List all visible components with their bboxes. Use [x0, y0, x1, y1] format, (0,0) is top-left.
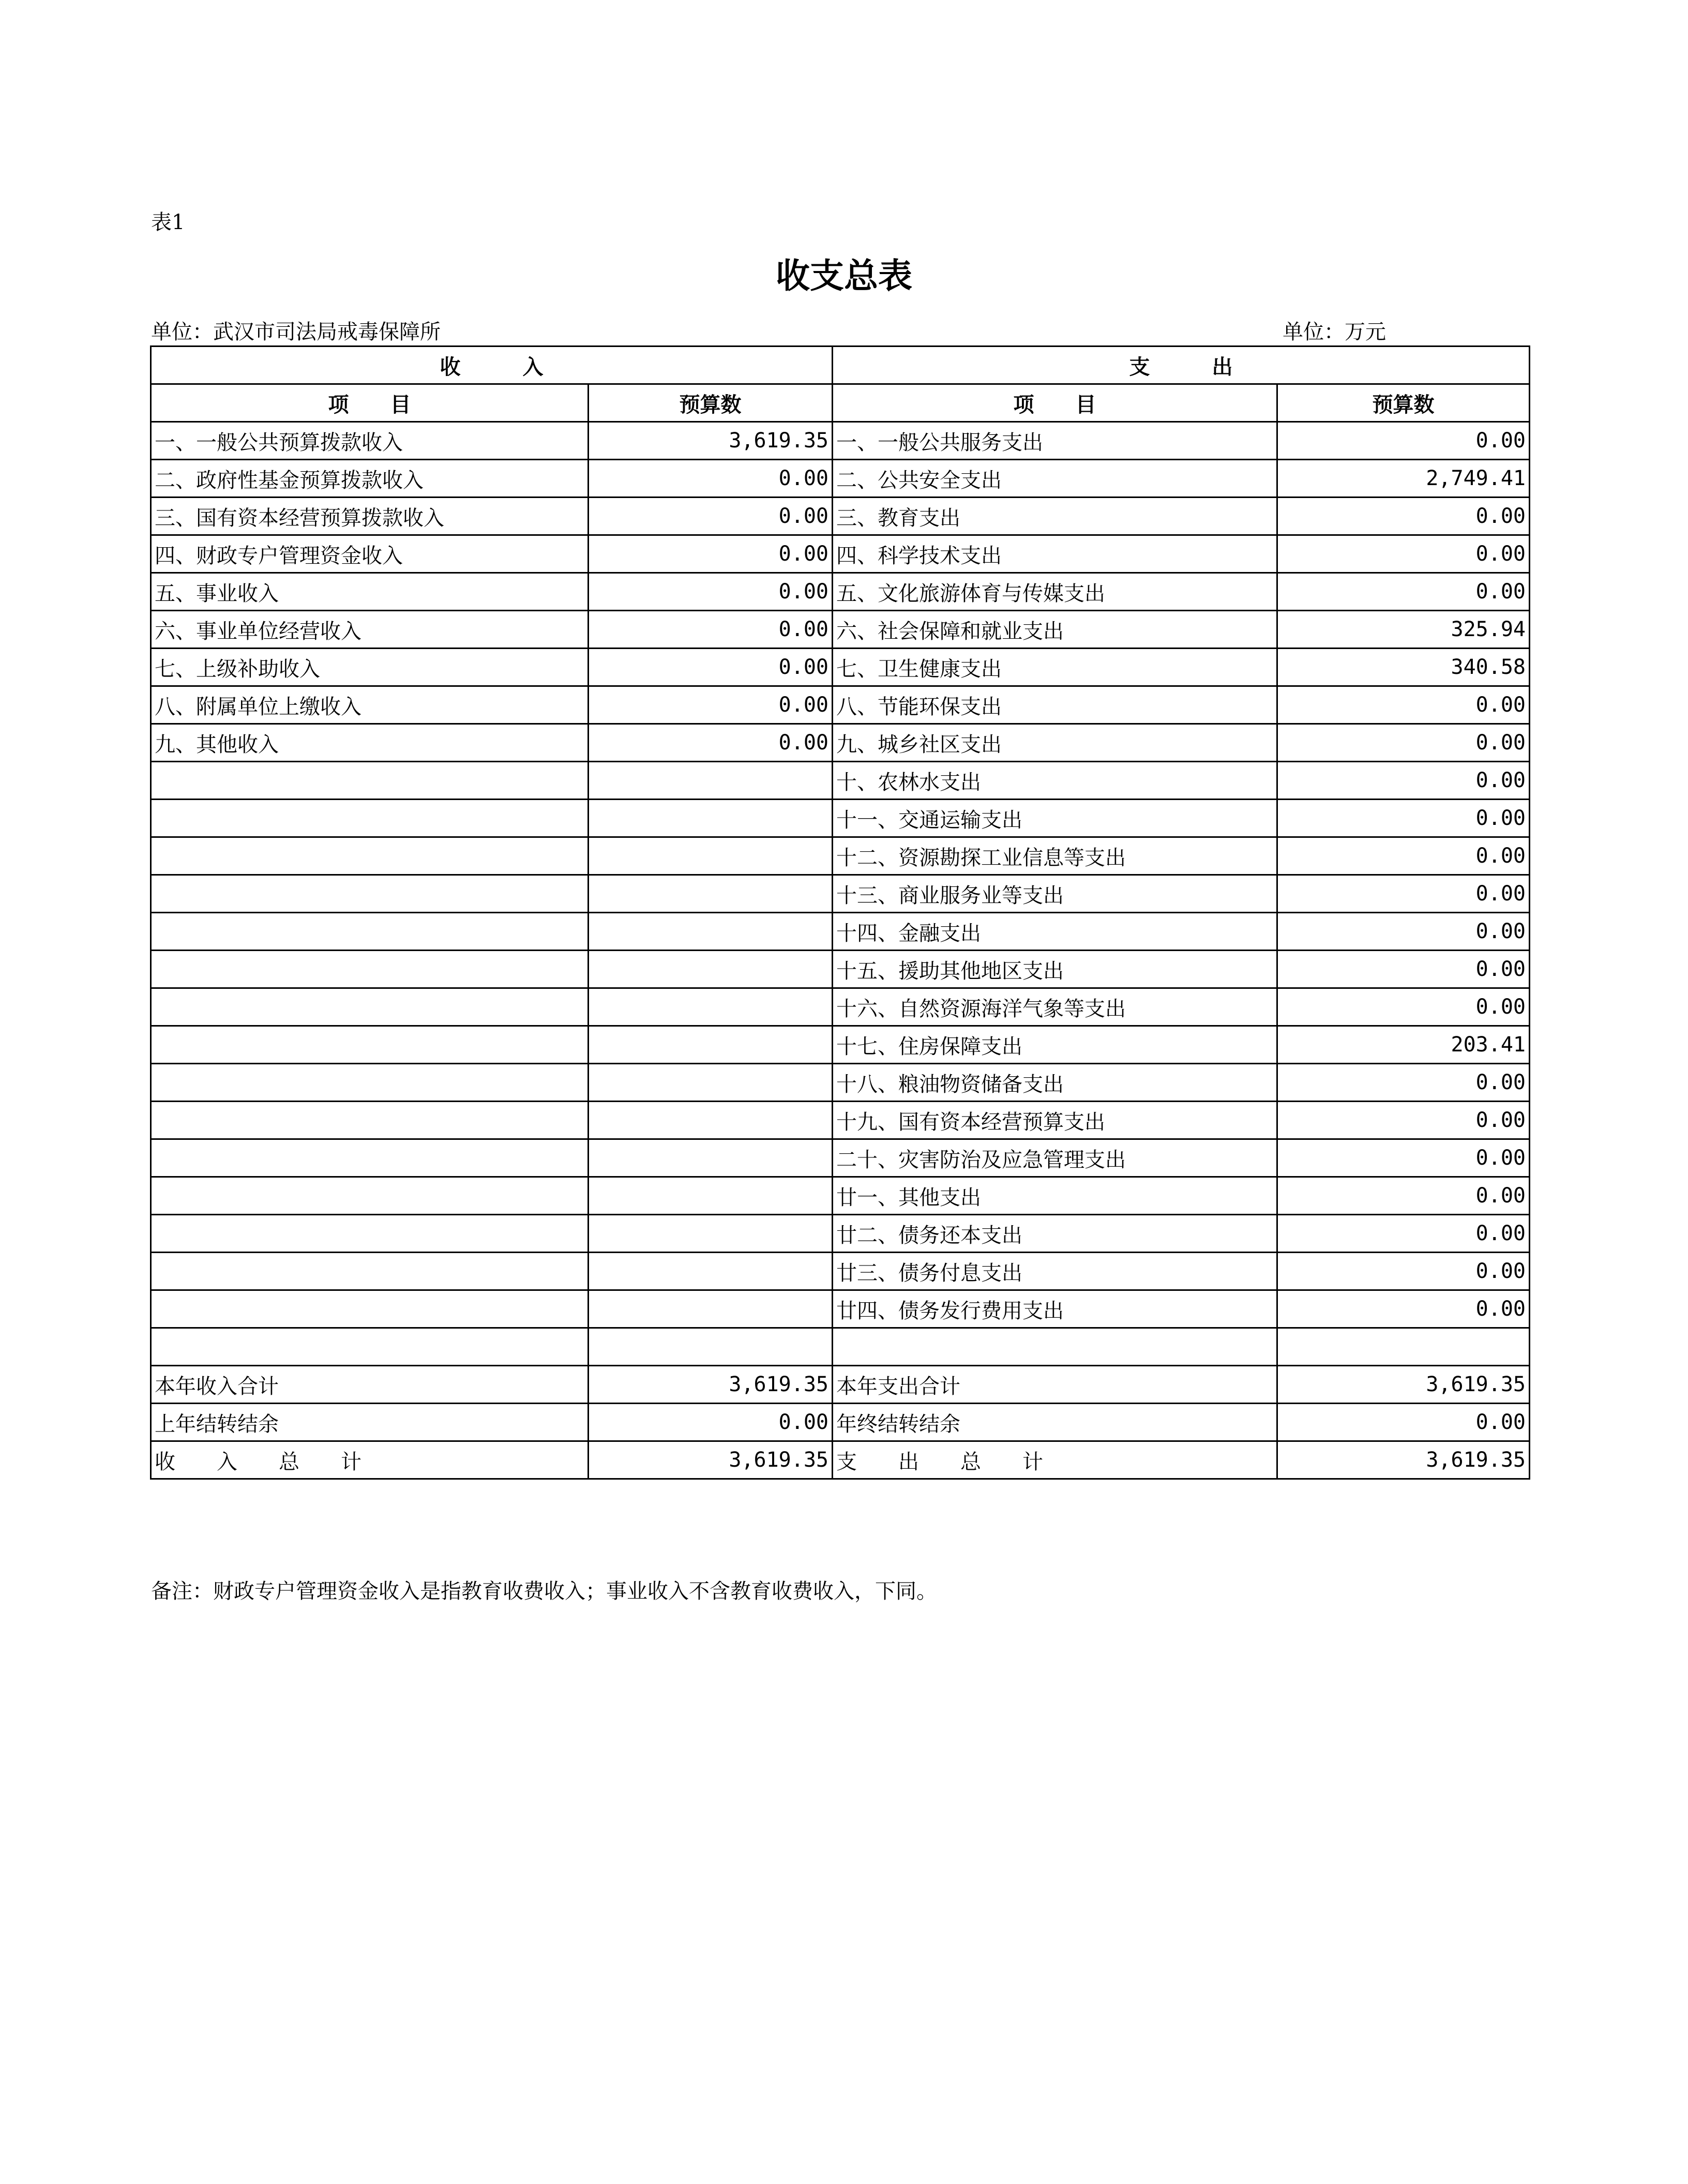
expense-budget-cell: 0.00 — [1277, 1102, 1530, 1139]
expense-budget-cell: 0.00 — [1277, 422, 1530, 460]
expense-budget-cell: 3,619.35 — [1277, 1441, 1530, 1479]
table-row — [151, 686, 1530, 724]
expense-budget-cell: 203.41 — [1277, 1026, 1530, 1064]
expense-item-header: 项 目 — [833, 384, 1277, 422]
expense-item-cell — [833, 1328, 1277, 1366]
expense-budget-cell: 340.58 — [1277, 649, 1530, 686]
income-budget-cell — [589, 1139, 833, 1177]
income-item-cell — [151, 1253, 589, 1290]
unit-currency: 单位：万元 — [1283, 320, 1386, 344]
income-item-cell: 一、一般公共预算拨款收入 — [151, 422, 589, 460]
table-row — [151, 762, 1530, 800]
page-title: 收支总表 — [776, 256, 912, 296]
income-item-cell — [151, 875, 589, 913]
income-item-cell — [151, 762, 589, 800]
expense-item-cell: 十二、资源勘探工业信息等支出 — [833, 837, 1277, 875]
income-item-cell: 三、国有资本经营预算拨款收入 — [151, 498, 589, 535]
income-budget-cell: 0.00 — [589, 1404, 833, 1441]
table-row — [151, 988, 1530, 1026]
income-item-cell: 八、附属单位上缴收入 — [151, 686, 589, 724]
expense-item-cell: 年终结转结余 — [833, 1404, 1277, 1441]
income-budget-cell — [589, 913, 833, 951]
expense-item-cell: 支 出 总 计 — [833, 1441, 1277, 1479]
income-budget-cell — [589, 1102, 833, 1139]
header-row-group — [151, 347, 1530, 384]
income-budget-cell: 0.00 — [589, 686, 833, 724]
expense-item-cell: 六、社会保障和就业支出 — [833, 611, 1277, 649]
expense-budget-cell: 0.00 — [1277, 762, 1530, 800]
expense-item-cell: 四、科学技术支出 — [833, 535, 1277, 573]
expense-budget-cell: 2,749.41 — [1277, 460, 1530, 498]
table-row — [151, 1102, 1530, 1139]
income-budget-header: 预算数 — [589, 384, 833, 422]
income-item-cell — [151, 1064, 589, 1102]
expense-budget-cell — [1277, 1328, 1530, 1366]
income-budget-cell: 0.00 — [589, 649, 833, 686]
income-budget-cell: 3,619.35 — [589, 1441, 833, 1479]
income-budget-cell — [589, 1064, 833, 1102]
expense-item-cell: 廿四、债务发行费用支出 — [833, 1290, 1277, 1328]
expense-item-cell: 三、教育支出 — [833, 498, 1277, 535]
expense-budget-cell: 0.00 — [1277, 837, 1530, 875]
expense-budget-cell: 0.00 — [1277, 686, 1530, 724]
expense-item-cell: 本年支出合计 — [833, 1366, 1277, 1404]
expense-header: 支 出 — [833, 347, 1530, 384]
table-row — [151, 1139, 1530, 1177]
expense-budget-cell: 0.00 — [1277, 1253, 1530, 1290]
table-row — [151, 913, 1530, 951]
income-budget-cell: 0.00 — [589, 460, 833, 498]
expense-item-cell: 七、卫生健康支出 — [833, 649, 1277, 686]
expense-budget-cell: 0.00 — [1277, 913, 1530, 951]
expense-budget-cell: 0.00 — [1277, 875, 1530, 913]
expense-budget-cell: 0.00 — [1277, 800, 1530, 837]
income-item-cell — [151, 1215, 589, 1253]
expense-item-cell: 二、公共安全支出 — [833, 460, 1277, 498]
expense-budget-cell: 0.00 — [1277, 988, 1530, 1026]
table-row — [151, 611, 1530, 649]
income-item-cell — [151, 988, 589, 1026]
income-item-cell — [151, 1328, 589, 1366]
expense-budget-header: 预算数 — [1277, 384, 1530, 422]
expense-budget-cell: 0.00 — [1277, 498, 1530, 535]
income-item-cell: 七、上级补助收入 — [151, 649, 589, 686]
expense-item-cell: 廿三、债务付息支出 — [833, 1253, 1277, 1290]
table-row — [151, 837, 1530, 875]
income-budget-cell: 3,619.35 — [589, 422, 833, 460]
income-item-cell: 上年结转结余 — [151, 1404, 589, 1441]
income-item-cell — [151, 1139, 589, 1177]
expense-budget-cell: 0.00 — [1277, 1404, 1530, 1441]
expense-item-cell: 十六、自然资源海洋气象等支出 — [833, 988, 1277, 1026]
income-budget-cell — [589, 1026, 833, 1064]
table-row — [151, 1253, 1530, 1290]
expense-budget-cell: 0.00 — [1277, 535, 1530, 573]
expense-item-cell: 十九、国有资本经营预算支出 — [833, 1102, 1277, 1139]
expense-item-cell: 二十、灾害防治及应急管理支出 — [833, 1139, 1277, 1177]
income-budget-cell — [589, 762, 833, 800]
income-budget-cell: 0.00 — [589, 498, 833, 535]
income-budget-cell: 0.00 — [589, 573, 833, 611]
expense-budget-cell: 0.00 — [1277, 573, 1530, 611]
income-budget-cell — [589, 988, 833, 1026]
expense-item-cell: 五、文化旅游体育与传媒支出 — [833, 573, 1277, 611]
expense-item-cell: 廿一、其他支出 — [833, 1177, 1277, 1215]
income-item-cell: 四、财政专户管理资金收入 — [151, 535, 589, 573]
income-budget-cell — [589, 1328, 833, 1366]
income-item-cell — [151, 951, 589, 988]
income-item-header: 项 目 — [151, 384, 589, 422]
income-item-cell: 九、其他收入 — [151, 724, 589, 762]
table-row — [151, 875, 1530, 913]
table-row — [151, 800, 1530, 837]
expense-budget-cell: 3,619.35 — [1277, 1366, 1530, 1404]
table-row — [151, 498, 1530, 535]
income-item-cell: 五、事业收入 — [151, 573, 589, 611]
income-budget-cell: 0.00 — [589, 535, 833, 573]
income-item-cell: 收 入 总 计 — [151, 1441, 589, 1479]
table-row — [151, 460, 1530, 498]
table-row — [151, 573, 1530, 611]
income-item-cell: 二、政府性基金预算拨款收入 — [151, 460, 589, 498]
header-row-columns — [151, 384, 1530, 422]
income-item-cell — [151, 837, 589, 875]
income-item-cell — [151, 1026, 589, 1064]
expense-item-cell: 十三、商业服务业等支出 — [833, 875, 1277, 913]
expense-item-cell: 一、一般公共服务支出 — [833, 422, 1277, 460]
expense-item-cell: 十八、粮油物资储备支出 — [833, 1064, 1277, 1102]
expense-budget-cell: 0.00 — [1277, 724, 1530, 762]
budget-table — [150, 345, 1530, 1480]
expense-budget-cell: 0.00 — [1277, 1290, 1530, 1328]
income-budget-cell — [589, 875, 833, 913]
income-item-cell — [151, 1290, 589, 1328]
income-budget-cell — [589, 951, 833, 988]
expense-item-cell: 廿二、债务还本支出 — [833, 1215, 1277, 1253]
table-body — [151, 422, 1530, 1479]
table-number: 表1 — [151, 210, 185, 234]
table-row — [151, 535, 1530, 573]
expense-budget-cell: 0.00 — [1277, 1177, 1530, 1215]
table-row — [151, 951, 1530, 988]
expense-budget-cell: 0.00 — [1277, 1064, 1530, 1102]
income-budget-cell — [589, 837, 833, 875]
income-budget-cell — [589, 1177, 833, 1215]
table-row — [151, 724, 1530, 762]
expense-budget-cell: 0.00 — [1277, 951, 1530, 988]
table-row — [151, 1064, 1530, 1102]
income-budget-cell: 0.00 — [589, 611, 833, 649]
table-row — [151, 1441, 1530, 1479]
table-row — [151, 1215, 1530, 1253]
table-row — [151, 1366, 1530, 1404]
income-budget-cell: 0.00 — [589, 724, 833, 762]
expense-item-cell: 八、节能环保支出 — [833, 686, 1277, 724]
income-budget-cell — [589, 1215, 833, 1253]
expense-item-cell: 十四、金融支出 — [833, 913, 1277, 951]
unit-organization: 单位：武汉市司法局戒毒保障所 — [151, 320, 441, 344]
income-item-cell: 本年收入合计 — [151, 1366, 589, 1404]
table-row — [151, 1328, 1530, 1366]
table-row — [151, 1290, 1530, 1328]
expense-item-cell: 十一、交通运输支出 — [833, 800, 1277, 837]
income-item-cell — [151, 1177, 589, 1215]
expense-item-cell: 十五、援助其他地区支出 — [833, 951, 1277, 988]
table-row — [151, 1177, 1530, 1215]
expense-budget-cell: 0.00 — [1277, 1215, 1530, 1253]
footnote: 备注：财政专户管理资金收入是指教育收费收入；事业收入不含教育收费收入，下同。 — [151, 1579, 937, 1603]
income-item-cell — [151, 913, 589, 951]
income-budget-cell — [589, 800, 833, 837]
table-row — [151, 1026, 1530, 1064]
income-budget-cell — [589, 1290, 833, 1328]
table-row — [151, 422, 1530, 460]
income-budget-cell — [589, 1253, 833, 1290]
table-row — [151, 1404, 1530, 1441]
income-item-cell: 六、事业单位经营收入 — [151, 611, 589, 649]
income-item-cell — [151, 800, 589, 837]
expense-item-cell: 十七、住房保障支出 — [833, 1026, 1277, 1064]
table-row — [151, 649, 1530, 686]
income-item-cell — [151, 1102, 589, 1139]
expense-item-cell: 九、城乡社区支出 — [833, 724, 1277, 762]
income-budget-cell: 3,619.35 — [589, 1366, 833, 1404]
income-header: 收 入 — [151, 347, 833, 384]
expense-budget-cell: 0.00 — [1277, 1139, 1530, 1177]
expense-item-cell: 十、农林水支出 — [833, 762, 1277, 800]
expense-budget-cell: 325.94 — [1277, 611, 1530, 649]
